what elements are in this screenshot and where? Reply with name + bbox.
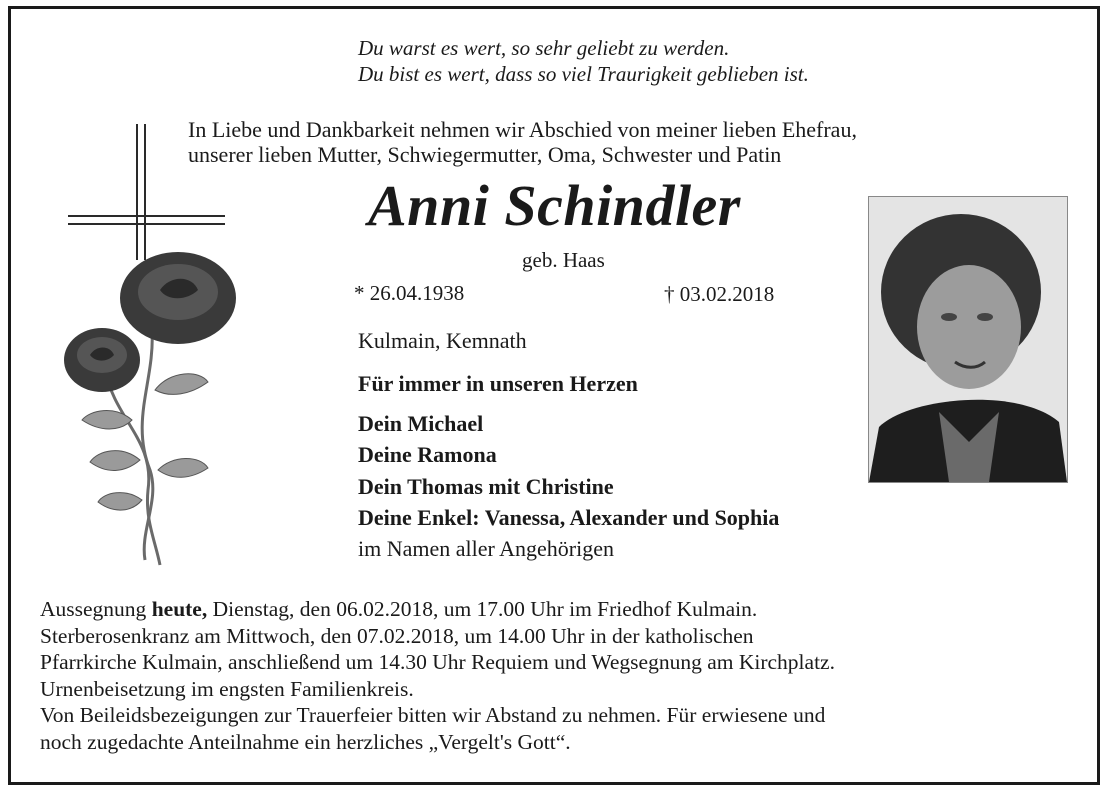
details-line-4: Urnenbeisetzung im engsten Familienkreis.	[40, 676, 414, 701]
details-line-3: Pfarrkirche Kulmain, anschließend um 14.30 Uhr Requiem und Wegsegnung am Kirchplatz.	[40, 650, 835, 674]
details-line-1-pre: Aussegnung	[40, 597, 152, 621]
portrait-photo	[868, 196, 1068, 483]
place: Kulmain, Kemnath	[358, 328, 527, 353]
details-line-1	[40, 596, 835, 623]
quote-line-1: Du warst es wert, so sehr geliebt zu werden.	[358, 36, 730, 60]
intro-line-2: unserer lieben Mutter, Schwiegermutter, Oma, Schwester und Patin	[188, 142, 782, 167]
cross-icon	[68, 124, 225, 260]
birth-date: * 26.04.1938	[354, 281, 465, 305]
quote-line-2: Du bist es wert, dass so viel Traurigkeit geblieben ist.	[358, 62, 809, 86]
details-line-1-post: Dienstag, den 06.02.2018, um 17.00 Uhr im Friedhof Kulmain.	[207, 597, 758, 621]
mourner-name: Deine Ramona	[358, 442, 497, 467]
details-line-5: Von Beileidsbezeigungen zur Trauerfeier bitten wir Abstand zu nehmen. Für erwiesene und	[40, 703, 826, 727]
maiden-name: geb. Haas	[522, 248, 605, 272]
intro-line-1: In Liebe und Dankbarkeit nehmen wir Abschied von meiner lieben Ehefrau,	[188, 117, 857, 142]
mourner-name: Deine Enkel: Vanessa, Alexander und Sophia	[358, 505, 780, 530]
service-details	[40, 596, 835, 755]
details-line-6: noch zugedachte Anteilnahme ein herzliches „Vergelt's Gott“.	[40, 729, 571, 754]
deceased-name: Anni Schindler	[368, 173, 741, 238]
mourner-name: Dein Thomas mit Christine	[358, 474, 614, 499]
details-line-1-bold: heute,	[151, 597, 208, 621]
mourners-closing: im Namen aller Angehörigen	[358, 536, 614, 561]
mourner-name: Dein Michael	[358, 411, 484, 436]
death-date: † 03.02.2018	[664, 282, 775, 306]
details-line-2: Sterberosenkranz am Mittwoch, den 07.02.2018, um 14.00 Uhr in der katholischen	[40, 623, 754, 648]
rose-illustration	[60, 120, 245, 575]
motto: Für immer in unseren Herzen	[358, 371, 638, 396]
intro-text	[188, 117, 857, 167]
